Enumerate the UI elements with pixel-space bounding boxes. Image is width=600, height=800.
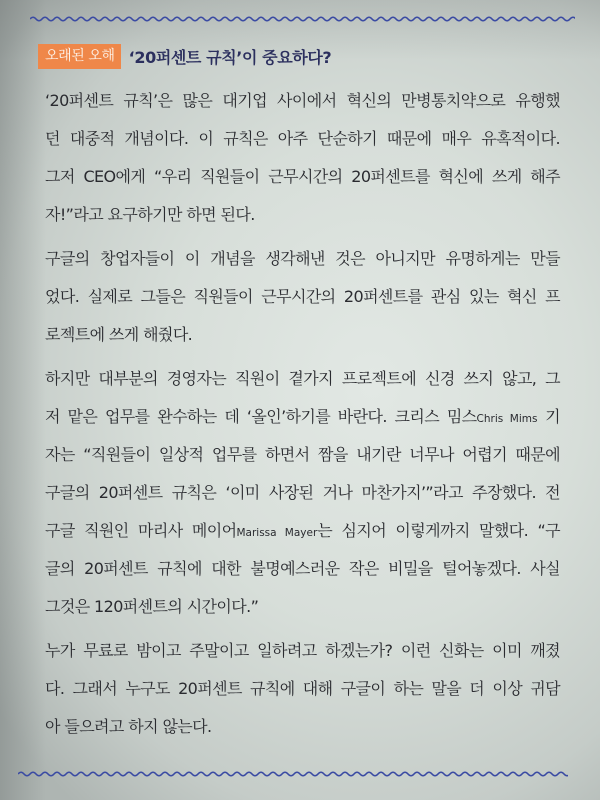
text-line: 아 들으려고 하지 않는다.	[45, 717, 212, 736]
text-line: 누가 무료로 밤이고 주말이고 일하려고 하겠는가? 이런 신화는 이미 깨졌	[45, 641, 560, 660]
inline-english-name: Chris Mims	[476, 413, 538, 425]
top-wave-divider	[30, 14, 575, 24]
text-segment: 저 맡은 업무를 완수하는 데 ‘올인’하기를 바란다. 크리스 밈스	[45, 407, 477, 426]
text-line: 자!”라고 요구하기만 하면 된다.	[45, 205, 255, 224]
text-line	[45, 512, 560, 550]
section-tag: 오래된 오해	[38, 44, 121, 69]
paragraph	[45, 632, 560, 746]
text-line: ‘20퍼센트 규칙’은 많은 대기업 사이에서 혁신의 만병통치약으로 유행했	[45, 91, 560, 110]
body-text	[45, 82, 560, 746]
text-segment: 는 심지어 이렇게까지 말했다. “구	[317, 521, 560, 540]
paragraph	[45, 240, 560, 354]
text-line: 자는 “직원들이 일상적 업무를 하면서 짬을 내기란 너무나 어렵기 때문에	[45, 445, 560, 464]
section-title: ‘20퍼센트 규칙’이 중요하다?	[128, 48, 332, 67]
text-line: 그것은 120퍼센트의 시간이다.”	[45, 597, 259, 616]
text-line: 던 대중적 개념이다. 이 규칙은 아주 단순하기 때문에 매우 유혹적이다.	[45, 129, 560, 148]
text-line: 로젝트에 쓰게 해줬다.	[45, 325, 193, 344]
text-line: 다. 그래서 누구도 20퍼센트 규칙에 대해 구글이 하는 말을 더 이상 귀담	[45, 679, 560, 698]
text-segment: 구글 직원인 마리사 메이어	[45, 521, 237, 540]
bottom-wave-divider	[18, 769, 568, 779]
paragraph	[45, 82, 560, 234]
text-line: 하지만 대부분의 경영자는 직원이 곁가지 프로젝트에 신경 쓰지 않고, 그	[45, 369, 560, 388]
text-line: 글의 20퍼센트 규칙에 대한 불명예스러운 작은 비밀을 털어놓겠다. 사실	[45, 559, 560, 578]
section-header	[38, 44, 331, 69]
text-line: 구글의 창업자들이 이 개념을 생각해낸 것은 아니지만 유명하게는 만들	[45, 249, 560, 268]
text-line: 그저 CEO에게 “우리 직원들이 근무시간의 20퍼센트를 혁신에 쓰게 해주	[45, 167, 560, 186]
inline-english-name: Marissa Mayer	[236, 527, 318, 539]
text-line: 었다. 실제로 그들은 직원들이 근무시간의 20퍼센트를 관심 있는 혁신 프	[45, 287, 560, 306]
text-segment: 기	[537, 407, 560, 426]
paragraph	[45, 360, 560, 626]
text-line	[45, 398, 560, 436]
text-line: 구글의 20퍼센트 규칙은 ‘이미 사장된 거나 마찬가지’”라고 주장했다. 전	[45, 483, 560, 502]
